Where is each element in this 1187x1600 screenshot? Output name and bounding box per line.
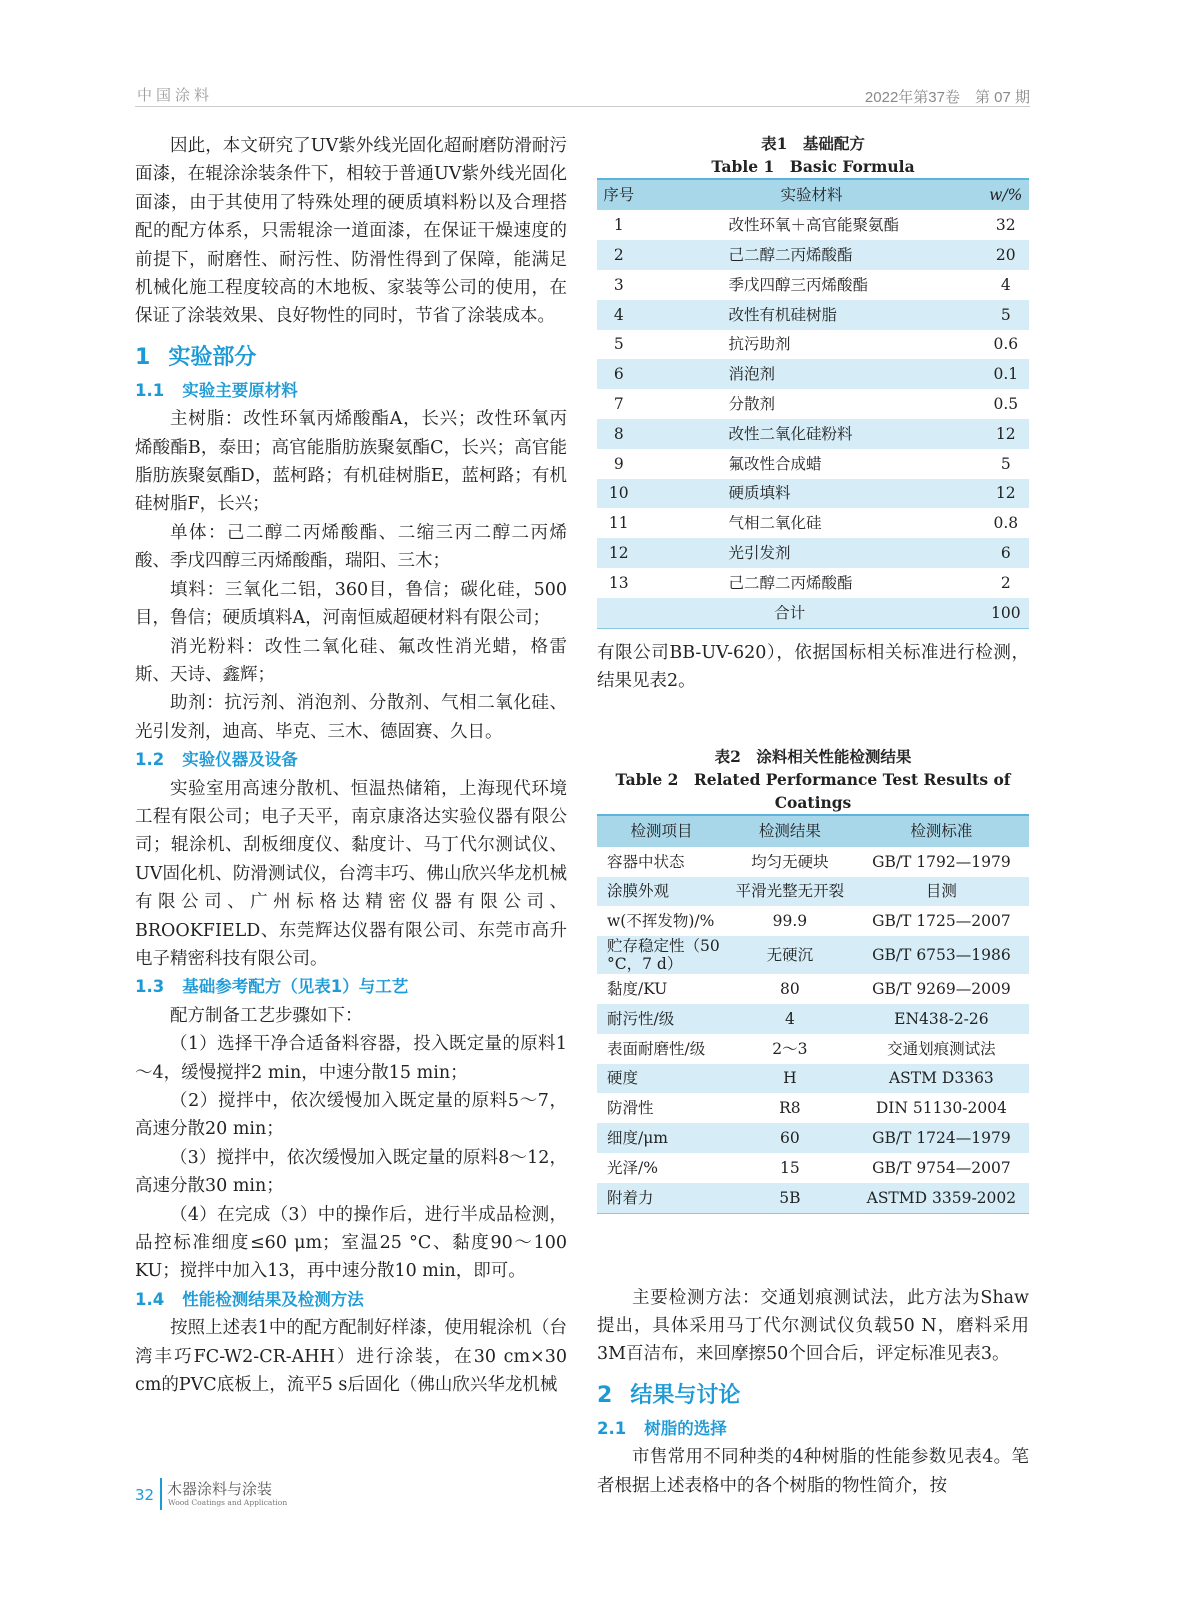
table1-header: 序号 (597, 179, 641, 210)
table1-cell: 1 (613, 216, 624, 235)
table1-cell: 硬质填料 (641, 479, 983, 509)
paragraph: （4）在完成（3）中的操作后，进行半成品检测，品控标准细度≤60 μm；室温25 °C、黏度90～100 KU；搅拌中加入13，再中速分散10 min，即可。 (135, 1204, 567, 1282)
footer-journal-cn: 木器涂料与涂装 (167, 1480, 273, 1498)
paragraph: 因此，本文研究了UV紫外线光固化超耐磨防滑耐污面漆，在辊涂涂装条件下，相较于普通UV紫外线光固化面漆，由于其使用了特殊处理的硬质填料粉以及合理搭配的配方体系，只需辊涂一道面漆，在保证干燥速度的前提下，耐磨性、耐污性、防滑性得到了保障，能满足机械化施工程度较高的木地板、家装等公司的使用，在保证了涂装效果、良好物性的同时，节省了涂装成本。 (135, 136, 567, 327)
table1-cell: 0.8 (993, 514, 1019, 533)
table1-cell: 光引发剂 (641, 538, 983, 568)
table2-cell: 附着力 (597, 1183, 726, 1213)
table1-cell: 8 (597, 419, 641, 449)
table1-row (597, 479, 1029, 509)
subsection-heading: 1.4 性能检测结果及检测方法 (135, 1289, 364, 1309)
table1-cell: 11 (608, 514, 629, 533)
table1-cell: 0.6 (993, 335, 1019, 354)
table2-cell: 5B (726, 1183, 854, 1213)
table2-cell: 硬度 (597, 1064, 726, 1094)
table1-cell: 0.1 (983, 359, 1029, 389)
table2-cell: GB/T 9269—2009 (872, 980, 1011, 999)
table1-row (597, 210, 1029, 240)
table2-header: 检测标准 (854, 815, 1029, 846)
table1-cell: 12 (983, 419, 1029, 449)
table1-row (597, 419, 1029, 449)
table2-row (597, 936, 1029, 974)
table2-header: 检测结果 (726, 815, 854, 846)
table1-cell: 7 (613, 395, 624, 414)
table1-header: 实验材料 (641, 179, 983, 210)
table1-cell: 12 (597, 538, 641, 568)
issue-info: 2022年第37卷 第 07 期 (864, 89, 1030, 106)
table2-header: 检测项目 (597, 815, 726, 846)
table2-cell: 防滑性 (607, 1099, 654, 1118)
section-heading: 2 结果与讨论 (597, 1382, 741, 1408)
table1-cell: 季戊四醇三丙烯酸酯 (728, 275, 869, 294)
section-heading: 1 实验部分 (135, 344, 257, 370)
table1-cell: 20 (983, 240, 1029, 270)
table2-cell: 平滑光整无开裂 (726, 877, 854, 907)
paragraph: 主要检测方法：交通划痕测试法，此方法为Shaw提出，具体采用马丁代尔测试仪负载50 N，磨料采用3M百洁布，来回摩擦50个回合后，评定标准见表3。 (597, 1287, 1029, 1365)
paragraph: 填料：三氧化二铝，360目，鲁信；碳化硅，500目，鲁信；硬质填料A，河南恒威超硬材料有限公司； (135, 579, 567, 629)
table2-row (597, 1004, 1029, 1034)
paragraph: 实验室用高速分散机、恒温热储箱，上海现代环境工程有限公司；电子天平，南京康洛达实验仪器有限公司；辊涂机、刮板细度仪、黏度计、马丁代尔测试仪、UV固化机、防滑测试仪，台湾丰巧、佛山欣兴华龙机械有限公司、广州标格达精密仪器有限公司、BROOKFIELD、东莞辉达仪器有限公司、东莞市高升电子精密科技有限公司。 (135, 778, 567, 969)
table2-row (597, 1064, 1029, 1094)
table1 (597, 178, 1029, 629)
table2-cell: w(不挥发物)/% (607, 912, 715, 931)
table1-row (597, 538, 1029, 568)
table2-cell: GB/T 9754—2007 (872, 1158, 1011, 1177)
table1-cell: 6 (597, 359, 641, 389)
table1-row (597, 508, 1029, 538)
table1-cell: 改性环氧＋高官能聚氨酯 (728, 216, 900, 235)
paragraph: 市售常用不同种类的4种树脂的性能参数见表4。笔者根据上述表格中的各个树脂的物性简介，按 (597, 1447, 1029, 1496)
table1-cell: 4 (597, 300, 641, 330)
footer-bar (160, 1478, 162, 1510)
header-divider (135, 106, 1030, 107)
subsection-heading: 2.1 树脂的选择 (597, 1418, 727, 1438)
table2-row (597, 974, 1029, 1004)
paragraph: （1）选择干净合适备料容器，投入既定量的原料1～4，缓慢搅拌2 min，中速分散15 min； (135, 1034, 567, 1083)
table2-cell: GB/T 1724—1979 (854, 1123, 1029, 1153)
table1-cell: 4 (1000, 275, 1011, 294)
table2-cell: 光泽/% (607, 1158, 658, 1177)
table1-cell: 0.5 (993, 395, 1019, 414)
table2-cell: DIN 51130-2004 (875, 1099, 1007, 1118)
table2-cell: 2～3 (772, 1039, 808, 1058)
table1-cell: 2 (1000, 573, 1011, 592)
table2-cell: GB/T 1792—1979 (872, 852, 1011, 871)
table2-cell: 贮存稳定性（50 °C，7 d） (597, 936, 726, 974)
table2-row (597, 1183, 1029, 1213)
table2-row (597, 847, 1029, 877)
table2-row (597, 1153, 1029, 1183)
table2-cell: 容器中状态 (607, 852, 685, 871)
paragraph: （3）搅拌中，依次缓慢加入既定量的原料8～12，高速分散30 min； (135, 1147, 567, 1197)
table1-cell: 改性有机硅树脂 (641, 300, 983, 330)
table2-cell: ASTMD 3359-2002 (854, 1183, 1029, 1213)
paragraph: 按照上述表1中的配方配制好样漆，使用辊涂机（台湾丰巧FC-W2-CR-AHH）进行涂装，在30 cm×30 cm的PVC底板上，流平5 s后固化（佛山欣兴华龙机械 (135, 1318, 567, 1396)
table1-cell: 32 (995, 216, 1016, 235)
table1-cell: 6 (983, 538, 1029, 568)
table2-cell: 耐污性/级 (597, 1004, 726, 1034)
table2-cell: 无硬沉 (726, 936, 854, 974)
table1-cell: 己二醇二丙烯酸酯 (641, 240, 983, 270)
table1-total-row (597, 598, 1029, 628)
table1-cell: 3 (613, 275, 624, 294)
table2-row (597, 1093, 1029, 1123)
table2-cell: 细度/μm (597, 1123, 726, 1153)
total-label: 合计 (597, 598, 983, 628)
total-value: 100 (983, 598, 1029, 628)
table1-cell: 分散剂 (728, 395, 776, 414)
table1-row (597, 568, 1029, 598)
table1-row (597, 449, 1029, 479)
page-number: 32 (135, 1486, 155, 1504)
table2-title-en: Table 2 Related Performance Test Results of Coatings (615, 770, 1011, 813)
table1-cell: 9 (613, 454, 624, 473)
table1-row (597, 240, 1029, 270)
table1-row (597, 359, 1029, 389)
table1-title-cn: 表1 基础配方 (761, 134, 865, 153)
table2-cell: 均匀无硬块 (751, 852, 829, 871)
table1-cell: 抗污助剂 (728, 335, 791, 354)
journal-name: 中国涂料 (137, 86, 214, 104)
table2-cell: H (726, 1064, 854, 1094)
table2-row (597, 877, 1029, 907)
subsection-heading: 1.3 基础参考配方（见表1）与工艺 (135, 977, 409, 997)
table1-cell: 10 (597, 479, 641, 509)
table1-cell: 消泡剂 (641, 359, 983, 389)
paragraph: 配方制备工艺步骤如下： (170, 1005, 363, 1026)
table2-cell: 80 (780, 980, 800, 999)
table2-cell: ASTM D3363 (854, 1064, 1029, 1094)
table2-cell: 15 (780, 1158, 800, 1177)
table2-cell: 4 (726, 1004, 854, 1034)
paragraph: 消光粉料：改性二氧化硅、氟改性消光蜡，格雷斯、天诗、鑫辉； (135, 636, 567, 685)
table2-cell: EN438-2-26 (854, 1004, 1029, 1034)
table2-cell: 黏度/KU (607, 980, 668, 999)
table1-cell: 5 (1000, 454, 1011, 473)
table2-title-cn: 表2 涂料相关性能检测结果 (714, 747, 912, 767)
paragraph: 主树脂：改性环氧丙烯酸酯A，长兴；改性环氧丙烯酸酯B，泰田；高官能脂肪族聚氨酯C，长兴；高官能脂肪族聚氨酯D，蓝柯路；有机硅树脂E，蓝柯路；有机硅树脂F，长兴； (135, 409, 567, 515)
table2-row (597, 1123, 1029, 1153)
subsection-heading: 1.2 实验仪器及设备 (135, 750, 298, 770)
table1-header: w/% (983, 179, 1029, 210)
right-column (597, 132, 1029, 1500)
table1-cell: 气相二氧化硅 (728, 514, 822, 533)
table1-cell: 氟改性合成蜡 (728, 454, 822, 473)
table1-cell: 13 (608, 573, 629, 592)
table2-row (597, 906, 1029, 936)
table1-row (597, 270, 1029, 300)
table2-cell: 60 (726, 1123, 854, 1153)
table2-cell: 涂膜外观 (597, 877, 726, 907)
table2-cell: GB/T 6753—1986 (854, 936, 1029, 974)
table2-cell: GB/T 1725—2007 (872, 912, 1011, 931)
paragraph: （2）搅拌中，依次缓慢加入既定量的原料5～7，高速分散20 min； (135, 1091, 567, 1140)
table1-title-en: Table 1 Basic Formula (711, 157, 915, 176)
footer-journal-en: Wood Coatings and Application (168, 1498, 288, 1507)
subsection-heading: 1.1 实验主要原材料 (135, 380, 298, 400)
table1-row (597, 330, 1029, 360)
table1-cell: 5 (983, 300, 1029, 330)
table1-cell: 5 (613, 335, 624, 354)
left-column (135, 132, 567, 1399)
table2-cell: 表面耐磨性/级 (607, 1039, 706, 1058)
table2-cell: 目测 (854, 877, 1029, 907)
paragraph: 有限公司BB-UV-620），依据国标相关标准进行检测，结果见表2。 (597, 642, 1029, 691)
table1-cell: 改性二氧化硅粉料 (641, 419, 983, 449)
table2 (597, 814, 1029, 1213)
table1-row (597, 389, 1029, 419)
table2-cell: R8 (779, 1099, 801, 1118)
table1-cell: 己二醇二丙烯酸酯 (728, 573, 853, 592)
table2-cell: 99.9 (772, 912, 808, 931)
paragraph: 助剂：抗污剂、消泡剂、分散剂、气相二氧化硅、光引发剂，迪高、毕克、三木、德固赛、久日。 (135, 693, 567, 742)
table1-cell: 12 (983, 479, 1029, 509)
table2-cell: 交通划痕测试法 (887, 1039, 996, 1058)
paragraph: 单体：己二醇二丙烯酸酯、二缩三丙二醇二丙烯酸、季戊四醇三丙烯酸酯，瑞阳、三木； (135, 522, 567, 572)
table1-cell: 2 (597, 240, 641, 270)
table2-row (597, 1034, 1029, 1064)
table1-row (597, 300, 1029, 330)
